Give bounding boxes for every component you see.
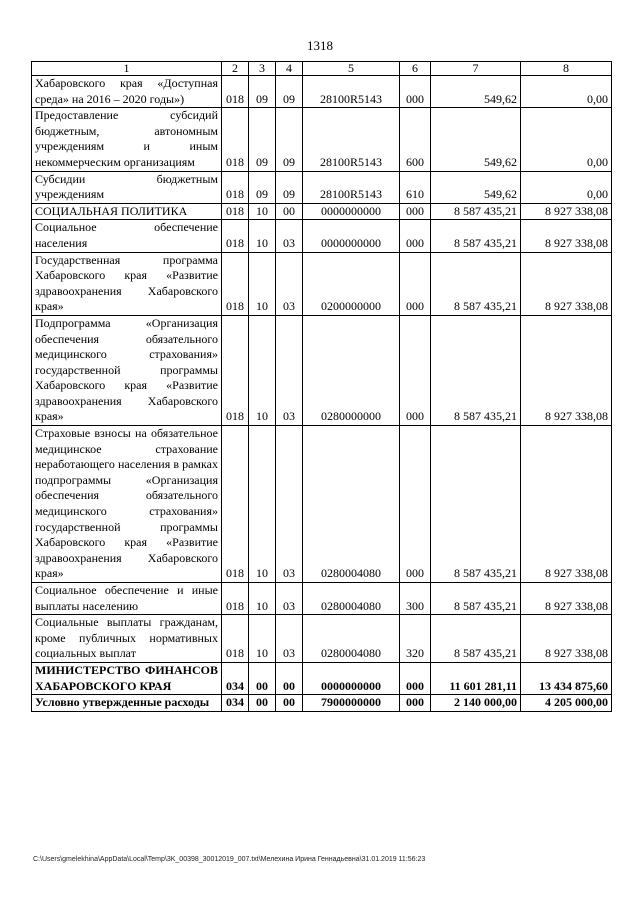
- section-code: 10: [249, 252, 276, 315]
- target-article-code: 28100R5143: [303, 108, 400, 171]
- amount-year-1: 549,62: [431, 108, 521, 171]
- column-header: 8: [521, 62, 612, 76]
- expense-type-code: 300: [400, 583, 431, 615]
- section-code: 10: [249, 583, 276, 615]
- amount-year-2: 0,00: [521, 171, 612, 203]
- column-header: 1: [32, 62, 222, 76]
- subsection-code: 09: [276, 108, 303, 171]
- admin-code: 018: [222, 583, 249, 615]
- amount-year-1: 8 587 435,21: [431, 220, 521, 252]
- table-row: [32, 171, 612, 203]
- column-header: 4: [276, 62, 303, 76]
- admin-code: 018: [222, 615, 249, 663]
- target-article-code: 0280004080: [303, 615, 400, 663]
- expense-type-code: 000: [400, 76, 431, 108]
- target-article-code: 28100R5143: [303, 171, 400, 203]
- target-article-code: 0000000000: [303, 662, 400, 694]
- expense-type-code: 000: [400, 203, 431, 220]
- subsection-code: 09: [276, 76, 303, 108]
- amount-year-1: 8 587 435,21: [431, 203, 521, 220]
- expense-type-code: 000: [400, 662, 431, 694]
- amount-year-1: 8 587 435,21: [431, 315, 521, 425]
- row-description: Государственная программа Хабаровского края «Развитие здравоохранения Хабаровского края»: [32, 252, 222, 315]
- amount-year-2: 0,00: [521, 76, 612, 108]
- amount-year-1: 2 140 000,00: [431, 695, 521, 712]
- table-row: [32, 315, 612, 425]
- subsection-code: 00: [276, 662, 303, 694]
- amount-year-1: 8 587 435,21: [431, 615, 521, 663]
- subsection-code: 09: [276, 171, 303, 203]
- admin-code: 034: [222, 695, 249, 712]
- target-article-code: 28100R5143: [303, 76, 400, 108]
- row-description: Хабаровского края «Доступная среда» на 2016 – 2020 годы»): [32, 76, 222, 108]
- target-article-code: 0000000000: [303, 203, 400, 220]
- row-description: Социальные выплаты гражданам, кроме публичных нормативных социальных выплат: [32, 615, 222, 663]
- column-header: 3: [249, 62, 276, 76]
- target-article-code: 0280004080: [303, 426, 400, 583]
- expense-type-code: 000: [400, 426, 431, 583]
- subsection-code: 03: [276, 615, 303, 663]
- table-row: [32, 426, 612, 583]
- subsection-code: 00: [276, 695, 303, 712]
- amount-year-1: 8 587 435,21: [431, 252, 521, 315]
- expense-type-code: 000: [400, 695, 431, 712]
- amount-year-2: 13 434 875,60: [521, 662, 612, 694]
- budget-table: [31, 61, 612, 712]
- admin-code: 018: [222, 203, 249, 220]
- section-code: 10: [249, 203, 276, 220]
- table-row: [32, 615, 612, 663]
- subsection-code: 03: [276, 220, 303, 252]
- row-description: Предоставление субсидий бюджетным, автономным учреждениям и иным некоммерческим организациям: [32, 108, 222, 171]
- target-article-code: 0280004080: [303, 583, 400, 615]
- table-row: [32, 583, 612, 615]
- amount-year-2: 4 205 000,00: [521, 695, 612, 712]
- amount-year-2: 8 927 338,08: [521, 252, 612, 315]
- amount-year-1: 8 587 435,21: [431, 583, 521, 615]
- table-row: [32, 662, 612, 694]
- target-article-code: 0000000000: [303, 220, 400, 252]
- admin-code: 018: [222, 252, 249, 315]
- table-row: [32, 108, 612, 171]
- row-description: Социальное обеспечение населения: [32, 220, 222, 252]
- section-code: 10: [249, 615, 276, 663]
- section-code: 00: [249, 695, 276, 712]
- expense-type-code: 000: [400, 220, 431, 252]
- row-description: Социальное обеспечение и иные выплаты населению: [32, 583, 222, 615]
- row-description: СОЦИАЛЬНАЯ ПОЛИТИКА: [32, 203, 222, 220]
- amount-year-2: 8 927 338,08: [521, 426, 612, 583]
- table-row: [32, 76, 612, 108]
- admin-code: 034: [222, 662, 249, 694]
- expense-type-code: 320: [400, 615, 431, 663]
- page-number: 1318: [307, 38, 333, 53]
- section-code: 09: [249, 108, 276, 171]
- subsection-code: 03: [276, 583, 303, 615]
- table-row: [32, 252, 612, 315]
- amount-year-2: 8 927 338,08: [521, 315, 612, 425]
- amount-year-2: 8 927 338,08: [521, 220, 612, 252]
- section-code: 10: [249, 315, 276, 425]
- expense-type-code: 600: [400, 108, 431, 171]
- row-description: Подпрограмма «Организация обеспечения обязательного медицинского страхования» государственной программы Хабаровского края «Развитие здравоохранения Хабаровского края»: [32, 315, 222, 425]
- admin-code: 018: [222, 426, 249, 583]
- section-code: 09: [249, 171, 276, 203]
- subsection-code: 03: [276, 252, 303, 315]
- subsection-code: 00: [276, 203, 303, 220]
- table-row: [32, 220, 612, 252]
- row-description: Субсидии бюджетным учреждениям: [32, 171, 222, 203]
- header-row: [32, 62, 612, 76]
- column-header: 2: [222, 62, 249, 76]
- file-path-footer: C:\Users\gmelekhina\AppData\Local\Temp\3K_00398_30012019_007.txt\Мелехина Ирина Геннадьевна\31.01.2019 11:56:23: [33, 856, 426, 863]
- admin-code: 018: [222, 76, 249, 108]
- expense-type-code: 610: [400, 171, 431, 203]
- target-article-code: 0280000000: [303, 315, 400, 425]
- amount-year-1: 8 587 435,21: [431, 426, 521, 583]
- admin-code: 018: [222, 220, 249, 252]
- subsection-code: 03: [276, 426, 303, 583]
- row-description: Страховые взносы на обязательное медицинское страхование неработающего населения в рамках подпрограммы «Организация обеспечения обязательного медицинского страхования» государственной программы Хабаровского края «Развитие здравоохранения Хабаровского края»: [32, 426, 222, 583]
- table-row: [32, 695, 612, 712]
- amount-year-1: 549,62: [431, 171, 521, 203]
- column-header: 7: [431, 62, 521, 76]
- amount-year-2: 8 927 338,08: [521, 583, 612, 615]
- admin-code: 018: [222, 315, 249, 425]
- amount-year-2: 0,00: [521, 108, 612, 171]
- section-code: 00: [249, 662, 276, 694]
- target-article-code: 0200000000: [303, 252, 400, 315]
- amount-year-2: 8 927 338,08: [521, 615, 612, 663]
- amount-year-1: 549,62: [431, 76, 521, 108]
- expense-type-code: 000: [400, 315, 431, 425]
- amount-year-2: 8 927 338,08: [521, 203, 612, 220]
- admin-code: 018: [222, 108, 249, 171]
- section-code: 09: [249, 76, 276, 108]
- subsection-code: 03: [276, 315, 303, 425]
- admin-code: 018: [222, 171, 249, 203]
- table-row: [32, 203, 612, 220]
- amount-year-1: 11 601 281,11: [431, 662, 521, 694]
- row-description: МИНИСТЕРСТВО ФИНАНСОВ ХАБАРОВСКОГО КРАЯ: [32, 662, 222, 694]
- column-header: 6: [400, 62, 431, 76]
- column-header: 5: [303, 62, 400, 76]
- row-description: Условно утвержденные расходы: [32, 695, 222, 712]
- expense-type-code: 000: [400, 252, 431, 315]
- target-article-code: 7900000000: [303, 695, 400, 712]
- section-code: 10: [249, 220, 276, 252]
- section-code: 10: [249, 426, 276, 583]
